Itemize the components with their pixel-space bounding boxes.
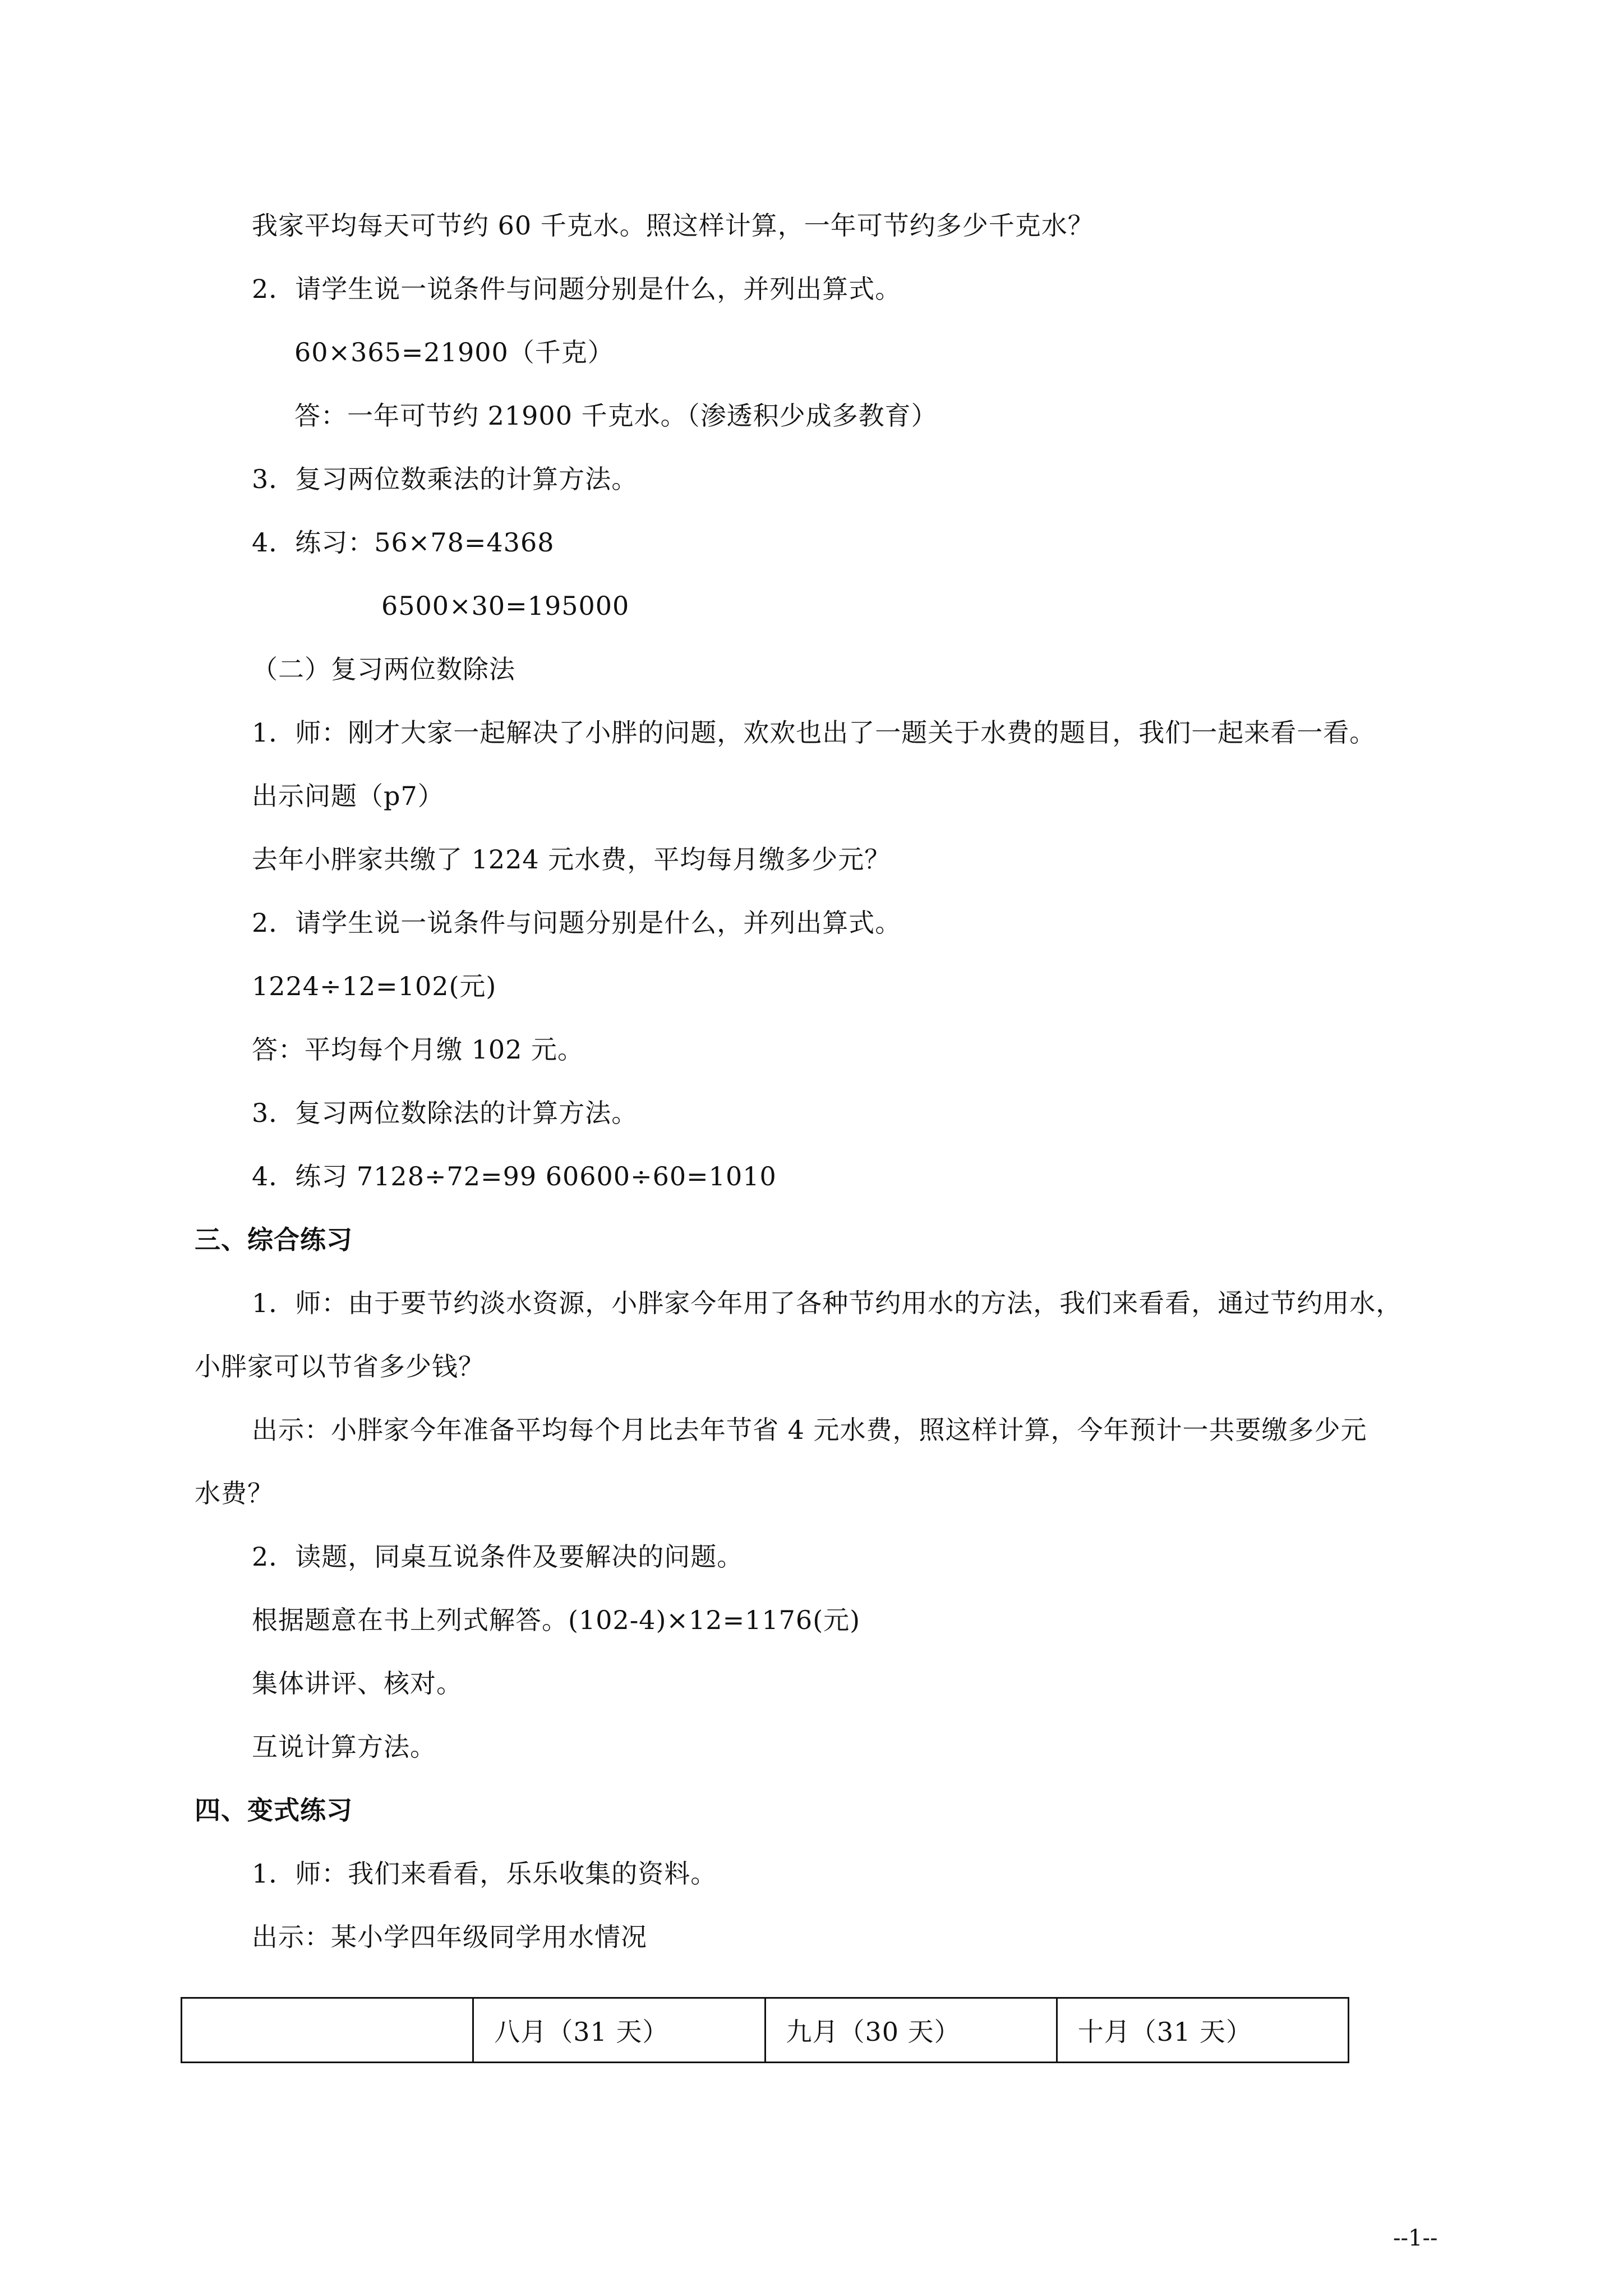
paragraph-line: 互说计算方法。 <box>252 1732 436 1762</box>
table-header-cell: 九月（30 天） <box>765 1998 1057 2063</box>
water-usage-table <box>181 1997 1349 2063</box>
paragraph-line: 根据题意在书上列式解答。(102-4)×12=1176(元) <box>252 1605 861 1635</box>
paragraph-line: 集体讲评、核对。 <box>252 1668 463 1699</box>
page-number: --1-- <box>1393 2225 1438 2251</box>
exercise-line: 4．练习：56×78=4368 <box>252 527 555 558</box>
paragraph-line: 去年小胖家共缴了 1224 元水费，平均每月缴多少元？ <box>252 844 891 875</box>
paragraph-line: 1．师：刚才大家一起解决了小胖的问题，欢欢也出了一题关于水费的题目，我们一起来看一看。 <box>252 717 1376 748</box>
table-header-cell: 十月（31 天） <box>1057 1998 1348 2063</box>
formula-line: 60×365=21900（千克） <box>294 337 614 367</box>
paragraph-line: 小胖家可以节省多少钱？ <box>195 1351 485 1382</box>
subsection-heading: （二）复习两位数除法 <box>252 654 515 684</box>
table-header-cell <box>182 1998 473 2063</box>
paragraph-line: 出示：某小学四年级同学用水情况 <box>252 1922 647 1952</box>
paragraph-line: 3．复习两位数除法的计算方法。 <box>252 1098 638 1128</box>
section-heading: 三、综合练习 <box>195 1225 353 1255</box>
exercise-line: 6500×30=195000 <box>381 591 630 621</box>
paragraph-line: 1．师：我们来看看，乐乐收集的资料。 <box>252 1858 717 1889</box>
answer-line: 答：平均每个月缴 102 元。 <box>252 1034 584 1065</box>
exercise-line: 4．练习 7128÷72=99 60600÷60=1010 <box>252 1161 777 1191</box>
paragraph-line: 1．师：由于要节约淡水资源，小胖家今年用了各种节约用水的方法，我们来看看，通过节约用水， <box>252 1288 1403 1318</box>
paragraph-line: 3．复习两位数乘法的计算方法。 <box>252 464 638 494</box>
paragraph-line: 我家平均每天可节约 60 千克水。照这样计算，一年可节约多少千克水？ <box>252 210 1094 241</box>
paragraph-line: 2．读题，同桌互说条件及要解决的问题。 <box>252 1542 744 1572</box>
paragraph-line: 出示问题（p7） <box>252 781 444 811</box>
answer-line: 答：一年可节约 21900 千克水。（渗透积少成多教育） <box>294 401 938 431</box>
table-row <box>182 1998 1349 2063</box>
table-header-cell: 八月（31 天） <box>473 1998 765 2063</box>
paragraph-line: 出示：小胖家今年准备平均每个月比去年节省 4 元水费，照这样计算，今年预计一共要缴多少元 <box>252 1415 1367 1445</box>
section-heading: 四、变式练习 <box>195 1795 353 1825</box>
paragraph-line: 2．请学生说一说条件与问题分别是什么，并列出算式。 <box>252 908 902 938</box>
paragraph-line: 2．请学生说一说条件与问题分别是什么，并列出算式。 <box>252 274 902 304</box>
formula-line: 1224÷12=102(元) <box>252 971 497 1001</box>
paragraph-line: 水费？ <box>195 1478 274 1508</box>
